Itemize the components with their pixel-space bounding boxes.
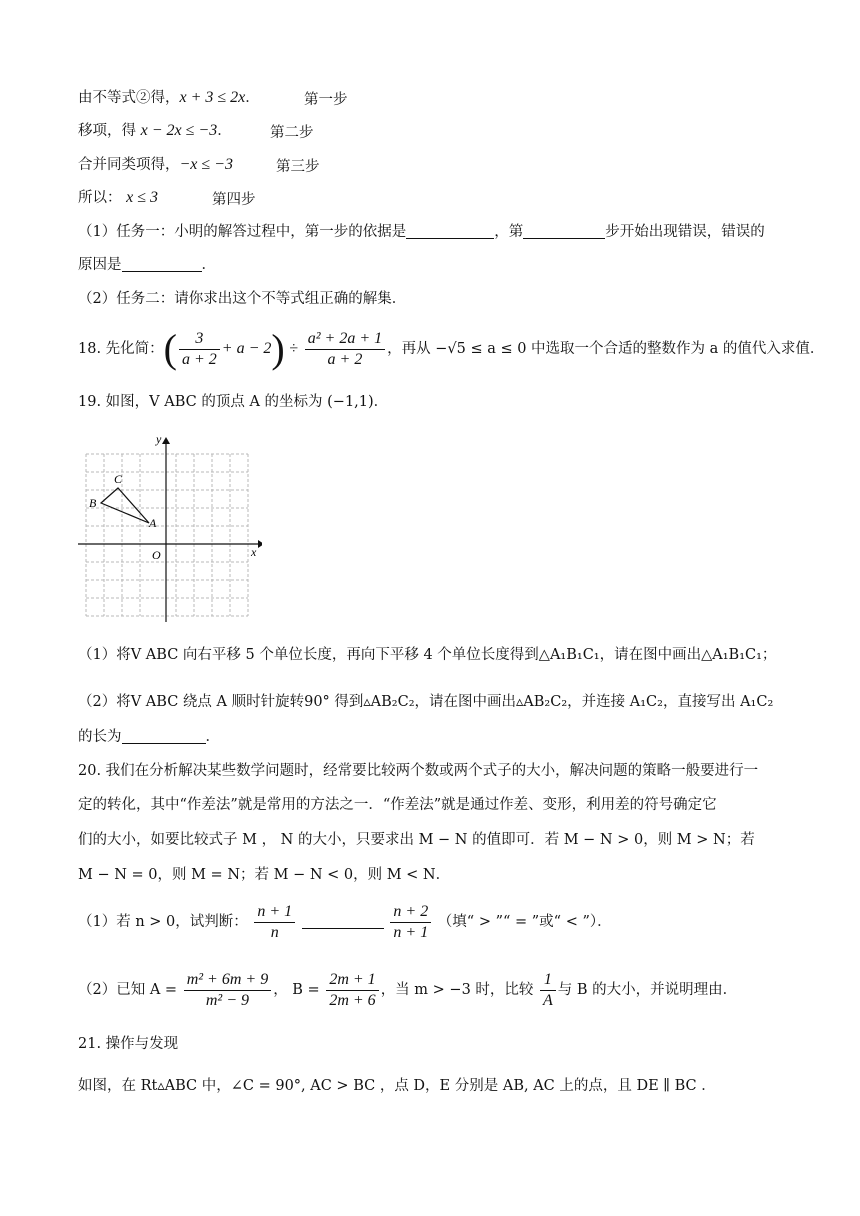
question-20-line-3: 们的大小，如要比较式子 M ， N 的大小，只要求出 M − N 的值即可．若 M − N > 0，则 M > N；若 [78, 832, 755, 848]
question-21-body: 如图，在 Rt▵ABC 中，∠C = 90°, AC > BC ，点 D，E 分别是 AB, AC 上的点，且 DE ∥ BC ． [78, 1078, 716, 1094]
solution-step-1: 由不等式②得，x + 3 ≤ 2x． [78, 89, 260, 106]
question-20-line-4: M − N = 0，则 M = N；若 M − N < 0，则 M < N． [78, 867, 451, 883]
answer-blank-2[interactable] [523, 222, 605, 239]
question-19-part-1: （1）将V ABC 向右平移 5 个单位长度，再向下平移 4 个单位长度得到△A₁B₁C₁，请在图中画出△A₁B₁C₁； [78, 647, 777, 663]
fraction-n-plus-2-over-n-plus-1: $\frac{n + 2}{n + 1}$ [390, 902, 431, 943]
task-1-cont: 原因是 ． [78, 257, 216, 273]
question-21-title: 21. 操作与发现 [78, 1036, 179, 1052]
fraction-1-over-a: $\frac{1}{A}$ [540, 970, 556, 1011]
answer-blank-4[interactable] [122, 727, 206, 744]
step-label-4: 第四步 [212, 192, 256, 208]
question-19-part-2-cont: 的长为 ． [78, 729, 220, 745]
question-20-part-2: （2）已知 A = $\frac{\text{m² + 6m + 9}}{\text{m² − 9}}$ ， B = $\frac{2m + 1}{2m + 6}$ ，当 m > −3 时，比较 $\frac{1}{A}$ 与 B 的大小，并说明理由． [78, 970, 738, 1009]
question-20-line-2: 定的转化，其中“作差法”就是常用的方法之一．“作差法”就是通过作差、变形，利用差的符号确定它 [78, 797, 717, 813]
task-1: （1）任务一：小明的解答过程中，第一步的依据是 ，第 步开始出现错误，错误的 [78, 224, 765, 240]
fraction-b-expression: $\frac{2m + 1}{2m + 6}$ [326, 970, 378, 1011]
origin-label: O [152, 548, 161, 562]
question-18: 18. 先化简：( $\frac{3}{a + 2}$ + a − 2) ÷ $\frac{\text{a² + 2a + 1}}{a + 2}$ ，再从 −√5 ≤ a ≤ 0 中选取一个合适的整数作为 a 的值代入求值． [78, 326, 825, 371]
solution-step-4: 所以： x ≤ 3 [78, 189, 158, 206]
solution-step-3: 合并同类项得，−x ≤ −3 [78, 156, 233, 173]
step-label-3: 第三步 [276, 159, 320, 175]
fraction-a-squared: $\frac{\text{a² + 2a + 1}}{a + 2}$ [305, 329, 385, 370]
question-20-part-1: （1）若 n > 0，试判断： $\frac{n + 1}{n}$ $\frac{n + 2}{n + 1}$ （填“ > ”“ = ”或“ < ”）． [78, 902, 612, 941]
question-19-part-2: （2）将V ABC 绕点 A 顺时针旋转90° 得到▵AB₂C₂，请在图中画出▵AB₂C₂，并连接 A₁C₂，直接写出 A₁C₂ [78, 694, 774, 710]
fraction-n-plus-1-over-n: $\frac{n + 1}{n}$ [254, 902, 295, 943]
answer-blank-3[interactable] [122, 255, 202, 272]
task-2: （2）任务二：请你求出这个不等式组正确的解集． [78, 291, 407, 307]
question-19-stem: 19. 如图，V ABC 的顶点 A 的坐标为 (−1,1)． [78, 394, 389, 410]
step-label-2: 第二步 [270, 125, 314, 141]
answer-blank-5[interactable] [302, 912, 384, 929]
triangle-abc [101, 488, 149, 523]
x-axis-label: x [251, 545, 257, 559]
solution-step-2: 移项，得 x − 2x ≤ −3． [78, 122, 232, 139]
step-label-1: 第一步 [304, 92, 348, 108]
point-b-label: B [89, 496, 97, 510]
fraction-a-expression: $\frac{\text{m² + 6m + 9}}{\text{m² − 9}}$ [184, 970, 272, 1011]
point-c-label: C [114, 472, 123, 486]
y-axis-label: y [156, 436, 162, 446]
question-20-line-1: 20. 我们在分析解决某些数学问题时，经常要比较两个数或两个式子的大小，解决问题的策略一般要进行一 [78, 763, 759, 779]
answer-blank-1[interactable] [406, 222, 494, 239]
fraction-3-over-a-plus-2: $\frac{3}{a + 2}$ [179, 329, 220, 370]
point-a-label: A [149, 516, 157, 530]
coordinate-grid-figure [76, 436, 262, 622]
